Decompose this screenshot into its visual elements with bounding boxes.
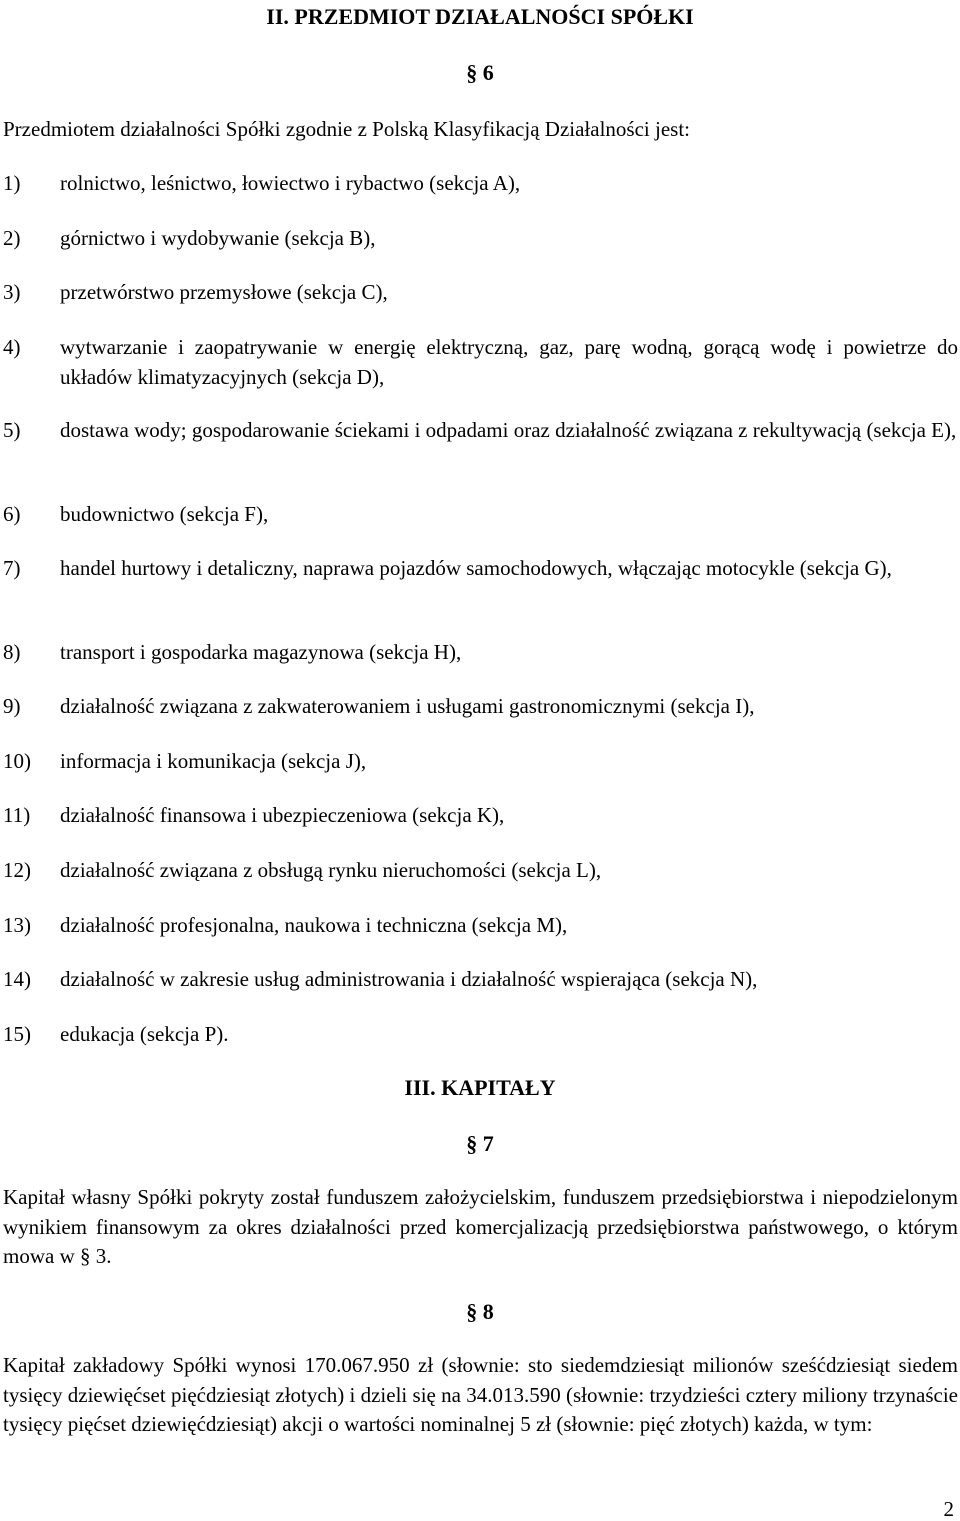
list-item-number: 11) xyxy=(3,803,31,827)
list-item xyxy=(3,277,958,307)
paragraph-mark-8: § 8 xyxy=(466,1299,494,1324)
list-item-number: 2) xyxy=(3,226,21,250)
list-item-text: budownictwo (sekcja F), xyxy=(60,502,269,526)
list-item xyxy=(3,637,958,667)
list-item xyxy=(3,223,958,253)
list-item-text: wytwarzanie i zaopatrywanie w energię elektryczną, gaz, parę wodną, gorącą wodę i powietrze do układów klimatyzacyjnych (sekcja D), xyxy=(60,335,958,389)
list-item-text: działalność związana z obsługą rynku nieruchomości (sekcja L), xyxy=(60,858,602,882)
list-item-number: 15) xyxy=(3,1022,31,1046)
list-item xyxy=(3,1019,958,1049)
paragraph-mark-6: § 6 xyxy=(466,60,494,85)
list-item-text: działalność finansowa i ubezpieczeniowa (sekcja K), xyxy=(60,803,505,827)
list-item-text: edukacja (sekcja P). xyxy=(60,1022,229,1046)
list-item xyxy=(3,499,958,529)
list-item-text: działalność związana z zakwaterowaniem i usługami gastronomicznymi (sekcja I), xyxy=(60,694,755,718)
list-item-number: 10) xyxy=(3,749,31,773)
list-item xyxy=(3,168,958,198)
list-item-number: 13) xyxy=(3,913,31,937)
list-item-text: dostawa wody; gospodarowanie ściekami i odpadami oraz działalność związana z rekultywacją (sekcja E), xyxy=(60,418,957,442)
list-item-text: górnictwo i wydobywanie (sekcja B), xyxy=(60,226,376,250)
list-item-text: informacja i komunikacja (sekcja J), xyxy=(60,749,367,773)
list-item xyxy=(3,746,958,776)
list-item xyxy=(3,415,958,445)
list-item xyxy=(3,910,958,940)
list-item-number: 5) xyxy=(3,418,21,442)
list-item-text: transport i gospodarka magazynowa (sekcja H), xyxy=(60,640,462,664)
list-item-number: 6) xyxy=(3,502,21,526)
section-title-capital: III. KAPITAŁY xyxy=(404,1075,556,1100)
list-item xyxy=(3,691,958,721)
list-item-text: działalność w zakresie usług administrowania i działalność wspierająca (sekcja N), xyxy=(60,967,758,991)
list-item xyxy=(3,553,958,583)
list-item xyxy=(3,855,958,885)
list-item xyxy=(3,332,958,392)
list-item xyxy=(3,964,958,994)
list-item-number: 7) xyxy=(3,556,21,580)
list-item-number: 12) xyxy=(3,858,31,882)
list-item xyxy=(3,800,958,830)
paragraph-mark-7: § 7 xyxy=(466,1131,494,1156)
list-item-number: 1) xyxy=(3,171,21,195)
page-number: 2 xyxy=(943,1497,954,1521)
list-item-number: 3) xyxy=(3,280,21,304)
paragraph-7-text: Kapitał własny Spółki pokryty został funduszem założycielskim, funduszem przedsiębiorstwa i niepodzielonym wynikiem finansowym za okres działalności przed komercjalizacją przedsiębiorstwa państwowego, o którym mowa w § 3. xyxy=(3,1185,958,1268)
list-item-number: 8) xyxy=(3,640,21,664)
list-item-number: 9) xyxy=(3,694,21,718)
list-item-text: działalność profesjonalna, naukowa i techniczna (sekcja M), xyxy=(60,913,568,937)
intro-text: Przedmiotem działalności Spółki zgodnie z Polską Klasyfikacją Działalności jest: xyxy=(3,117,690,141)
list-item-text: handel hurtowy i detaliczny, naprawa pojazdów samochodowych, włączając motocykle (sekcja G), xyxy=(60,556,892,580)
list-item-number: 14) xyxy=(3,967,31,991)
list-item-text: przetwórstwo przemysłowe (sekcja C), xyxy=(60,280,388,304)
list-item-text: rolnictwo, leśnictwo, łowiectwo i rybactwo (sekcja A), xyxy=(60,171,521,195)
list-item-number: 4) xyxy=(3,335,21,359)
section-title: II. PRZEDMIOT DZIAŁALNOŚCI SPÓŁKI xyxy=(266,4,694,29)
paragraph-8-text: Kapitał zakładowy Spółki wynosi 170.067.950 zł (słownie: sto siedemdziesiąt milionów sześćdziesiąt siedem tysięcy dziewięćset pięćdziesiąt złotych) i dzieli się na 34.013.590 (słownie: trzydzieści cztery miliony trzynaście tysięcy pięćset dziewięćdziesiąt) akcji o wartości nominalnej 5 zł (słownie: pięć złotych) każda, w tym: xyxy=(3,1353,958,1436)
